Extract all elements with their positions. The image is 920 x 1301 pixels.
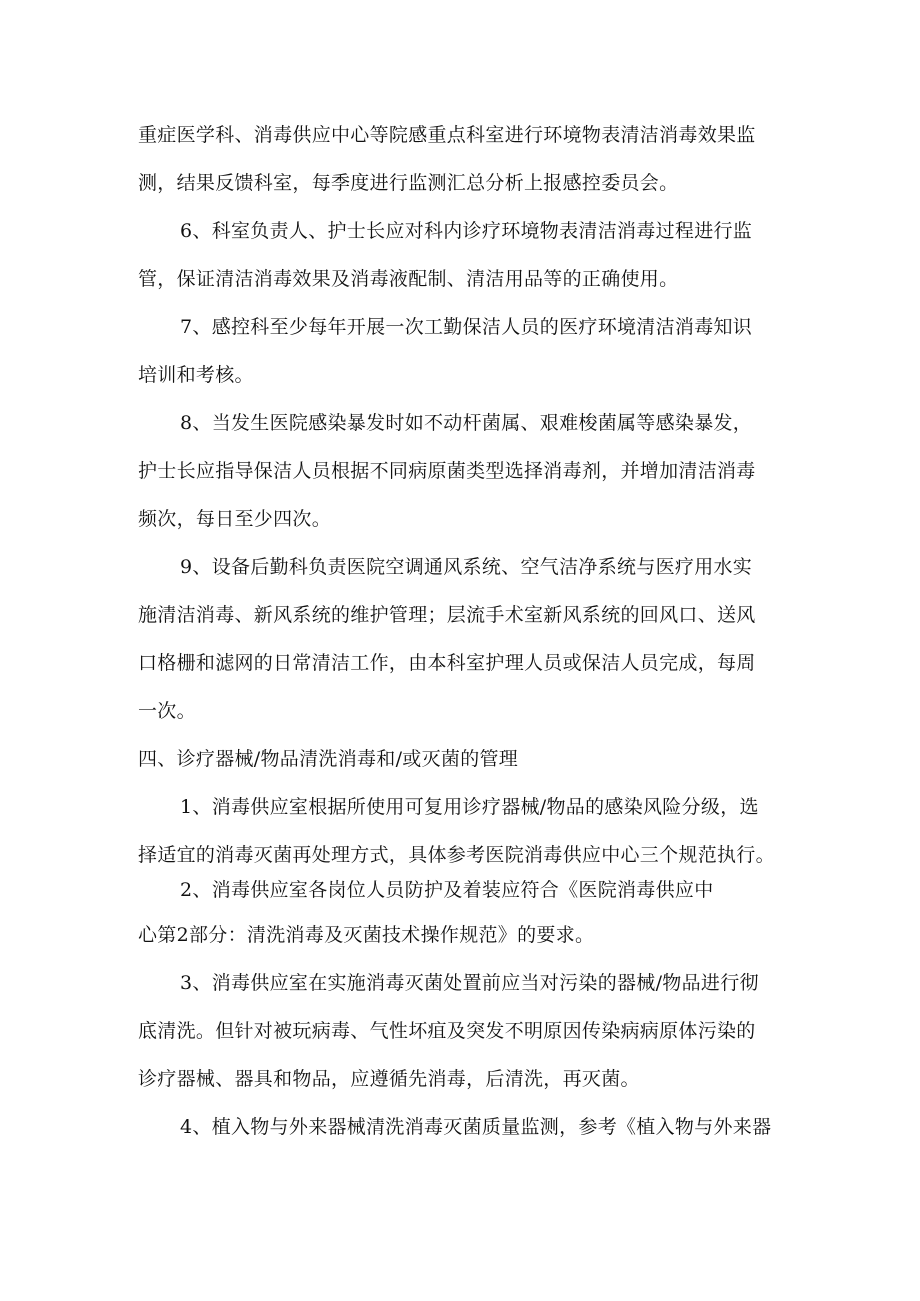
paragraph-4-line: 4、植入物与外来器械清洗消毒灭菌质量监测，参考《植入物与外来器 <box>180 1116 772 1138</box>
text-line: 诊疗器械、器具和物品，应遵循先消毒，后清洗，再灭菌。 <box>138 1068 640 1090</box>
text-line: 施清洁消毒、新风系统的维护管理；层流手术室新风系统的回风口、送风 <box>138 604 756 626</box>
paragraph-3-line: 3、消毒供应室在实施消毒灭菌处置前应当对污染的器械/物品进行彻 <box>180 972 759 994</box>
text-line: 测，结果反馈科室，每季度进行监测汇总分析上报感控委员会。 <box>138 172 679 194</box>
section-heading: 四、诊疗器械/物品清洗消毒和/或灭菌的管理 <box>138 748 519 770</box>
text-line: 管，保证清洁消毒效果及消毒液配制、清洁用品等的正确使用。 <box>138 268 679 290</box>
text-line: 底清洗。但针对被玩病毒、气性坏疽及突发不明原因传染病病原体污染的 <box>138 1020 756 1042</box>
text-line: 一次。 <box>138 700 196 722</box>
text-line: 频次，每日至少四次。 <box>138 508 332 530</box>
paragraph-8-line: 8、当发生医院感染暴发时如不动杆菌属、艰难梭菌属等感染暴发， <box>180 412 753 434</box>
paragraph-1-line: 1、消毒供应室根据所使用可复用诊疗器械/物品的感染风险分级，选 <box>180 796 759 818</box>
text-line: 护士长应指导保洁人员根据不同病原菌类型选择消毒剂，并增加清洁消毒 <box>138 460 756 482</box>
paragraph-2-line: 2、消毒供应室各岗位人员防护及着装应符合《医院消毒供应中 <box>180 879 714 901</box>
text-line: 择适宜的消毒灭菌再处理方式，具体参考医院消毒供应中心三个规范执行。 <box>138 844 775 866</box>
text-line: 重症医学科、消毒供应中心等院感重点科室进行环境物表清洁消毒效果监 <box>138 124 756 146</box>
paragraph-7-line: 7、感控科至少每年开展一次工勤保洁人员的医疗环境清洁消毒知识 <box>180 316 753 338</box>
text-line: 口格栅和滤网的日常清洁工作，由本科室护理人员或保洁人员完成，每周 <box>138 652 756 674</box>
text-line: 培训和考核。 <box>138 364 254 386</box>
text-line: 心第2部分：清洗消毒及灭菌技术操作规范》的要求。 <box>138 924 595 946</box>
paragraph-9-line: 9、设备后勤科负责医院空调通风系统、空气洁净系统与医疗用水实 <box>180 556 753 578</box>
paragraph-6-line: 6、科室负责人、护士长应对科内诊疗环境物表清洁消毒过程进行监 <box>180 220 753 242</box>
